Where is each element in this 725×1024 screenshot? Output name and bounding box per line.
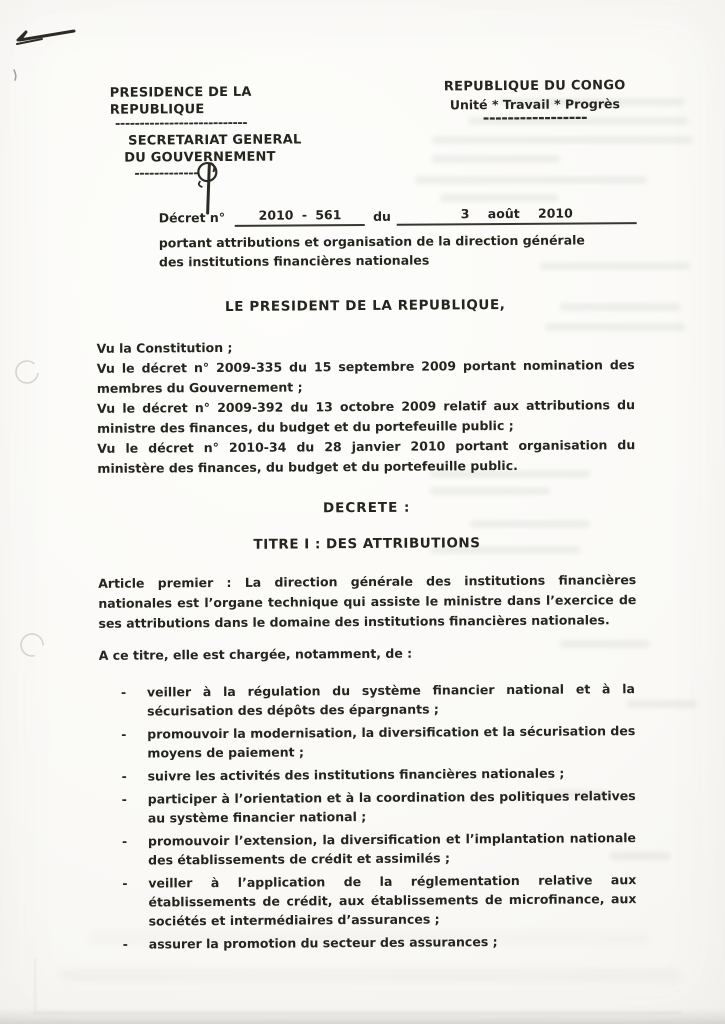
dash-bullet: -: [121, 768, 127, 784]
missions-list: [121, 679, 637, 958]
header-right: [426, 78, 644, 128]
mission-text: suivre les activités des institutions financières nationales ;: [147, 765, 565, 784]
dash-bullet: -: [121, 833, 128, 849]
issuing-authority: PRESIDENCE DE LA REPUBLIQUE: [109, 84, 252, 118]
visa-clauses: [96, 335, 635, 479]
mission-item: [122, 870, 636, 931]
issuing-office-line2: DU GOUVERNEMENT: [124, 149, 276, 166]
dash-bullet: -: [120, 684, 127, 700]
article-premier-label: Article premier :: [98, 574, 232, 591]
decree-number-label: Décret n°: [158, 209, 226, 226]
dash-bullet: -: [122, 875, 128, 891]
titre-heading: TITRE I : DES ATTRIBUTIONS: [253, 535, 481, 553]
missions-intro-line: A ce titre, elle est chargée, notamment, de :: [98, 645, 413, 663]
mission-text: promouvoir la modernisation, la diversification et la sécurisation des moyens de paiement ;: [147, 723, 636, 761]
visa-clause: Vu le décret n° 2009-335 du 15 septembre 2009 portant nomination des membres du Gouvernement ;: [96, 357, 635, 396]
dash-bullet: -: [121, 791, 127, 807]
divider-dashes: -----------------: [482, 107, 588, 128]
divider-dashes: ---------------------------: [114, 115, 248, 132]
national-motto: Unité * Travail * Progrès: [449, 96, 620, 113]
visa-clause: Vu la Constitution ;: [96, 339, 233, 356]
mission-text: veiller à l’application de la réglementation relative aux établissements de crédit, aux établissements de microfinance, aux sociétés et intermédiaires d’assurances ;: [148, 872, 637, 929]
dash-bullet: -: [121, 726, 127, 742]
mission-text: assurer la promotion du secteur des assurances ;: [148, 934, 498, 952]
president-heading: LE PRESIDENT DE LA REPUBLIQUE,: [224, 296, 506, 315]
visa-clause: Vu le décret n° 2009-392 du 13 octobre 2009 relatif aux attributions du ministre des finances, du budget et du portefeuille public ;: [96, 397, 636, 436]
visa-clause: Vu le décret n° 2010-34 du 28 janvier 2010 portant organisation du ministère des finances, du budget et du portefeuille public.: [97, 437, 636, 476]
decree-date-value: 3 août 2010: [397, 205, 637, 226]
issuing-office-line1: SECRETARIAT GENERAL: [128, 132, 302, 149]
pen-mark: [8, 18, 98, 88]
decree-subject-line2: des institutions financières nationales: [158, 252, 430, 270]
mission-item: [123, 931, 637, 954]
mission-text: participer à l’orientation et à la coordination des politiques relatives au système financier national ;: [147, 788, 636, 826]
decree-subject-line1: portant attributions et organisation de la direction générale: [158, 232, 585, 251]
mission-item: [122, 786, 636, 828]
paraphe-mark: [180, 151, 240, 221]
decree-date-connector: du: [372, 208, 391, 224]
mission-text: veiller à la régulation du système financier national et à la sécurisation des dépôts des épargnants ;: [146, 681, 636, 719]
country-name: REPUBLIQUE DU CONGO: [443, 78, 626, 95]
mission-text: promouvoir l’extension, la diversification et l’implantation nationale des établissements de crédit et assimilés ;: [147, 830, 637, 868]
mission-item: [121, 679, 635, 721]
decrete-heading: DECRETE :: [322, 499, 411, 517]
decree-number-value: 2010 - 561: [235, 207, 365, 227]
article-premier-paragraph: [98, 570, 636, 634]
scan-bottom-shadow: [0, 1008, 725, 1024]
article-premier-text: La direction générale des institutions financières nationales est l’organe technique qui assiste le ministre dans l’exercice de ses attributions dans le domaine des institutions financières nationales.: [98, 572, 637, 631]
mission-item: [121, 763, 635, 786]
mission-item: [122, 828, 636, 870]
dash-bullet: -: [122, 936, 128, 952]
divider-dashes: -------------: [134, 166, 199, 182]
mission-item: [121, 721, 635, 763]
